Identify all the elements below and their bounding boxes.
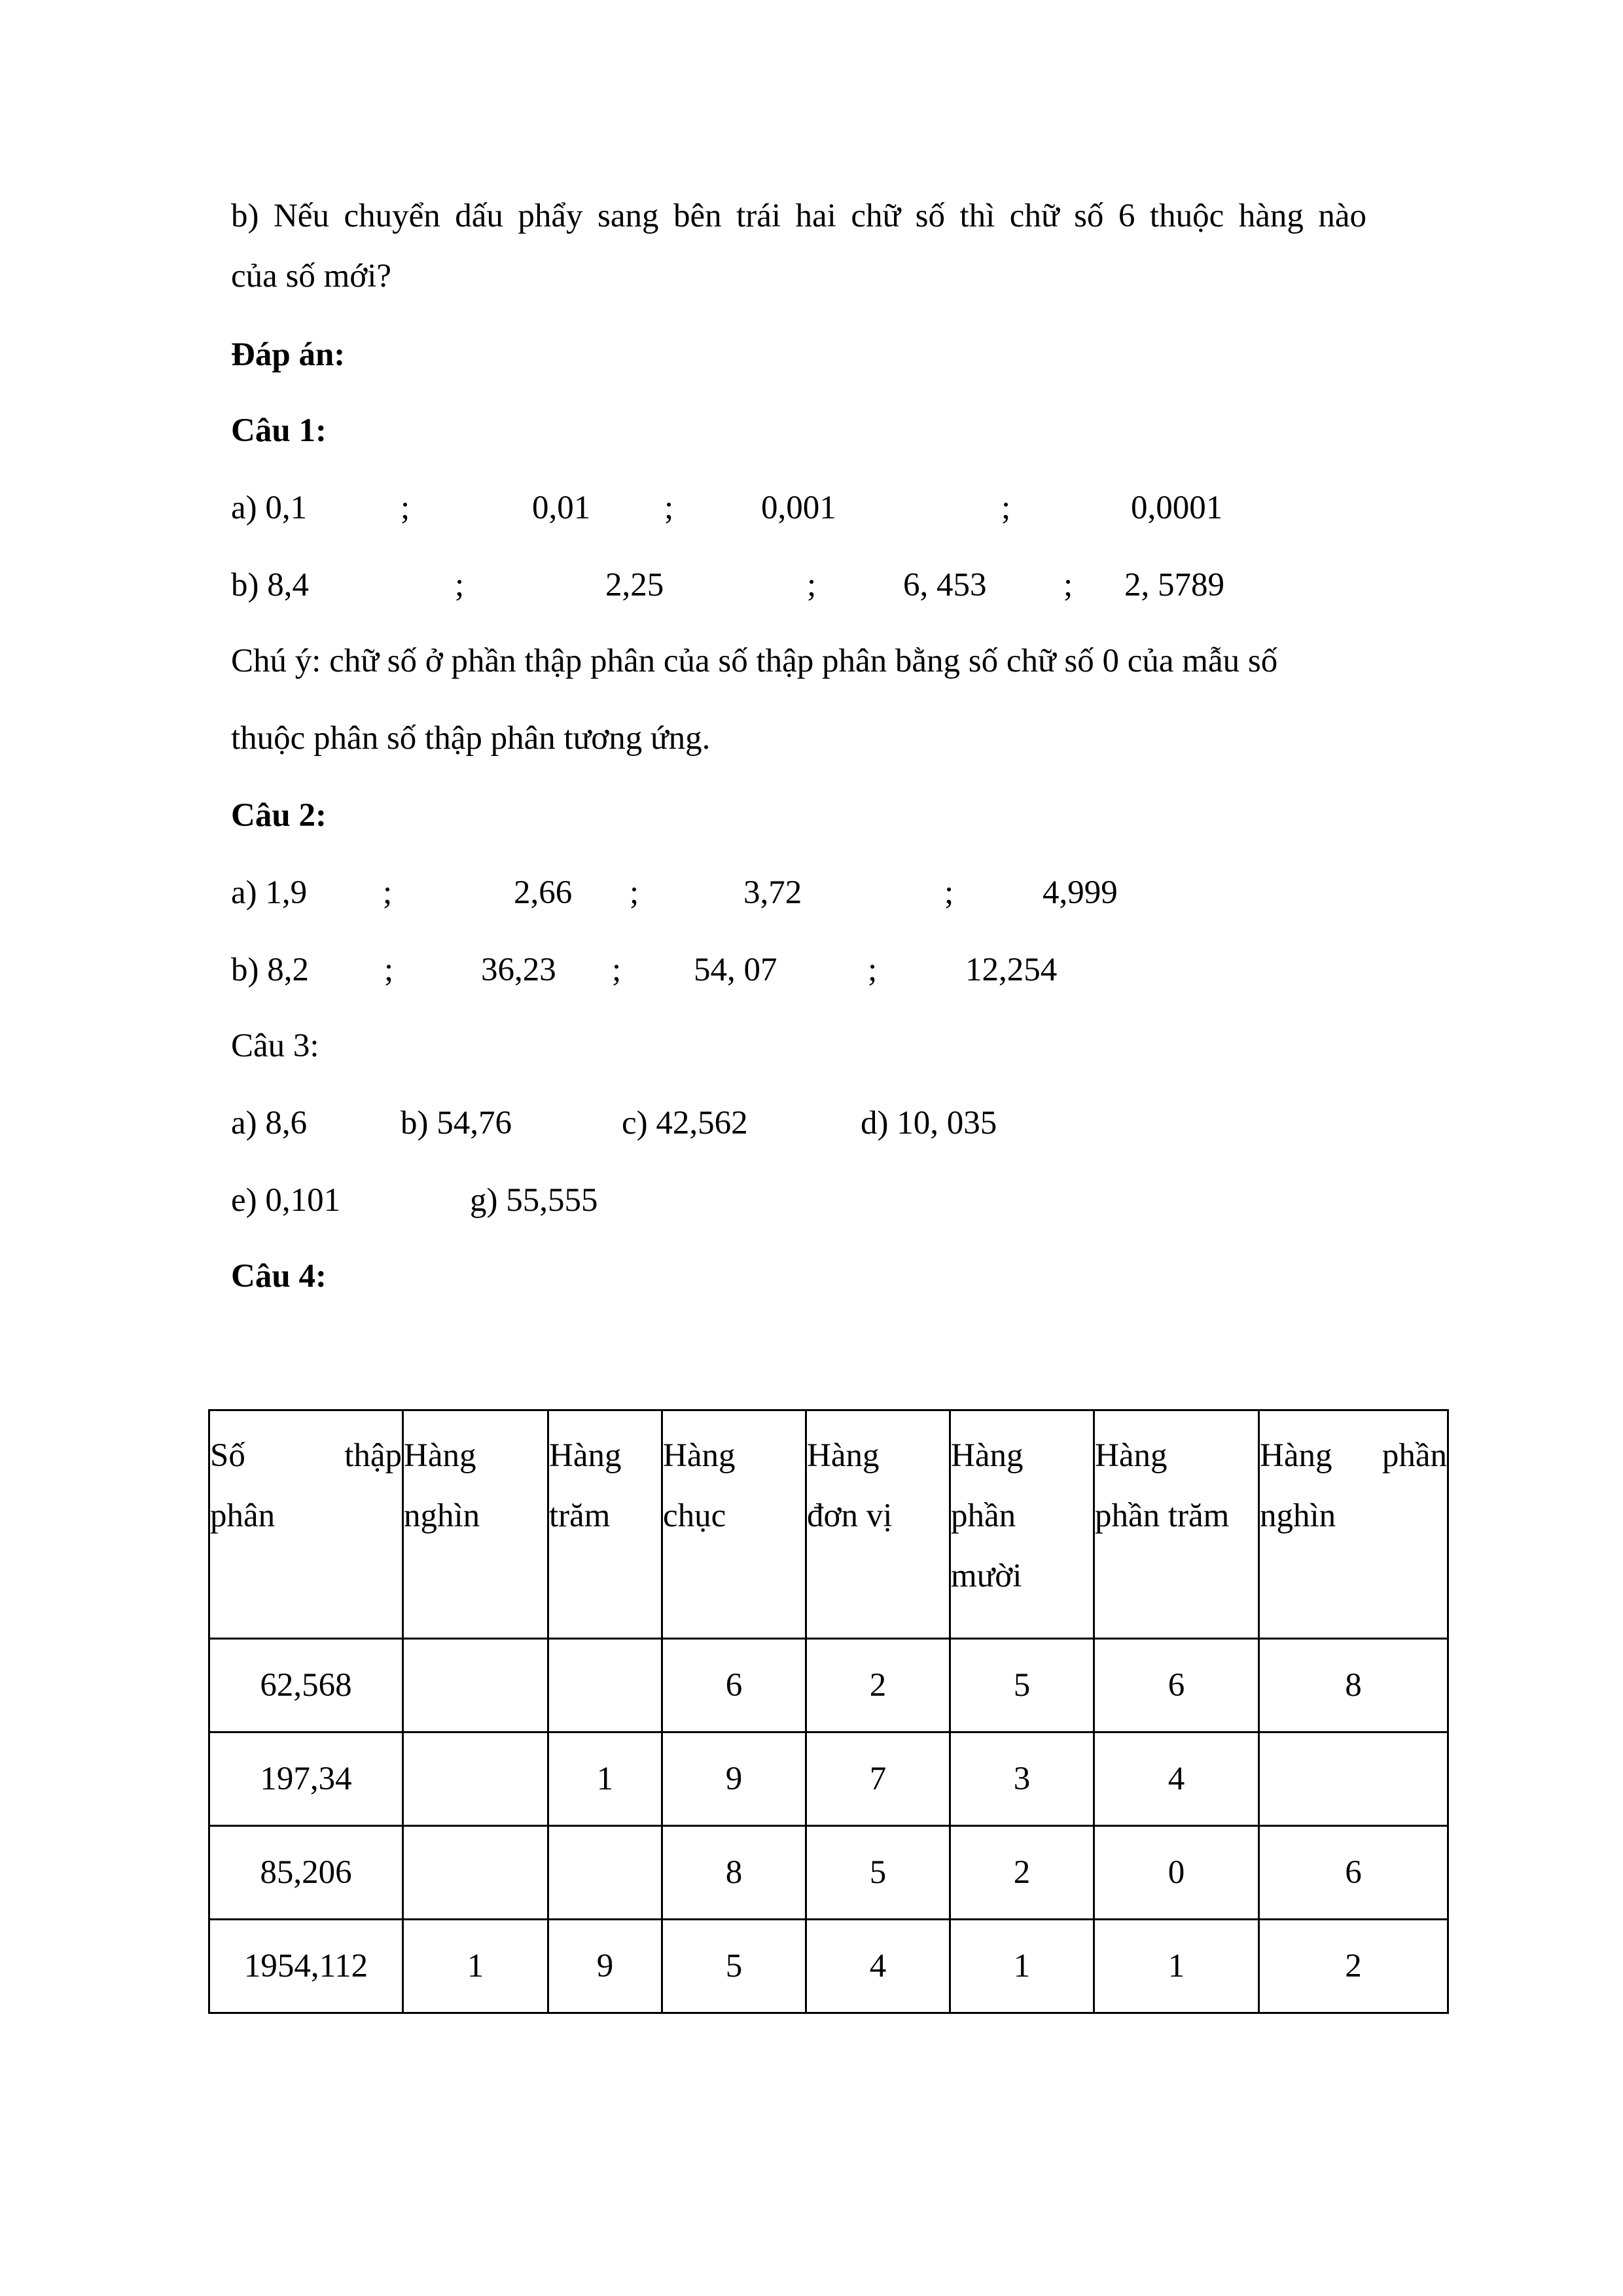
cau3-item: g) 55,555: [470, 1182, 598, 1219]
cau4-title: Câu 4:: [231, 1258, 327, 1295]
cau1-a-item: 0,01: [532, 490, 591, 526]
cau2-row-a: [0, 873, 1623, 912]
separator: ;: [807, 567, 817, 603]
table-cell: 3: [950, 1732, 1094, 1826]
header-cell-hang-nghin: [403, 1410, 548, 1639]
table-cell: 6: [1259, 1826, 1448, 1920]
table-cell: [403, 1826, 548, 1920]
table-cell: [1259, 1732, 1448, 1826]
header-cell-hang-phan-nghin: [1259, 1410, 1448, 1639]
answer-heading: Đáp án:: [231, 336, 346, 373]
table-body: [209, 1639, 1448, 2013]
cau3-item: c) 42,562: [622, 1105, 748, 1141]
table-cell: 5: [950, 1639, 1094, 1732]
header-text: Hàng: [663, 1437, 736, 1474]
table-cell: 9: [548, 1920, 662, 2013]
separator: ;: [383, 874, 393, 911]
table-cell: 5: [662, 1920, 806, 2013]
cau1-b-item: 2,25: [605, 567, 664, 603]
table-cell: 8: [662, 1826, 806, 1920]
header-text: Hàng: [951, 1437, 1024, 1474]
table-cell: 2: [1259, 1920, 1448, 2013]
separator: ;: [384, 952, 394, 988]
header-text: thập: [344, 1437, 402, 1474]
cau2-row-b: [0, 950, 1623, 990]
table-cell: 9: [662, 1732, 806, 1826]
table-cell: 6: [662, 1639, 806, 1732]
cau1-row-b: [0, 565, 1623, 605]
table-row: [209, 1732, 1448, 1826]
table-cell: 1: [548, 1732, 662, 1826]
table-cell: 7: [806, 1732, 950, 1826]
table-cell: 0: [1094, 1826, 1259, 1920]
table-cell: 4: [1094, 1732, 1259, 1826]
cau2-a-item: a) 1,9: [231, 874, 308, 911]
cau1-b-item: b) 8,4: [231, 567, 309, 603]
table-cell: [548, 1639, 662, 1732]
cau2-a-item: 4,999: [1043, 874, 1118, 911]
cau2-a-item: 2,66: [514, 874, 573, 911]
cau3-item: d) 10, 035: [861, 1105, 997, 1141]
cau3-item: a) 8,6: [231, 1105, 308, 1141]
header-text: phần trăm: [1095, 1498, 1230, 1534]
table-cell: 62,568: [209, 1639, 403, 1732]
table-cell: 1: [1094, 1920, 1259, 2013]
cau1-row-a: [0, 488, 1623, 528]
header-text: Hàng: [1260, 1437, 1332, 1474]
header-text: Hàng: [807, 1437, 880, 1474]
table-cell: 1954,112: [209, 1920, 403, 2013]
place-value-table: [208, 1409, 1449, 2014]
cau1-note-line1: Chú ý: chữ số ở phần thập phân của số thập phân bằng số chữ số 0 của mẫu số: [231, 643, 1278, 679]
header-cell-hang-chuc: [662, 1410, 806, 1639]
table-cell: 5: [806, 1826, 950, 1920]
cau1-b-item: 6, 453: [903, 567, 987, 603]
header-text: phân: [210, 1498, 276, 1534]
table-cell: [548, 1826, 662, 1920]
cau3-title: Câu 3:: [231, 1028, 319, 1064]
header-text: nghìn: [404, 1498, 480, 1534]
separator: ;: [630, 874, 639, 911]
header-text: phần: [951, 1498, 1016, 1534]
header-cell-so-thap-phan: [209, 1410, 403, 1639]
cau2-a-item: 3,72: [743, 874, 802, 911]
table-cell: [403, 1639, 548, 1732]
header-text: phần: [1382, 1437, 1447, 1474]
header-text: Số: [210, 1437, 245, 1474]
table-cell: 197,34: [209, 1732, 403, 1826]
cau2-b-item: 54, 07: [694, 952, 777, 988]
table-row: [209, 1826, 1448, 1920]
cau2-b-item: 12,254: [965, 952, 1058, 988]
question-b-line1: b) Nếu chuyển dấu phẩy sang bên trái hai chữ số thì chữ số 6 thuộc hàng nào: [231, 198, 1366, 234]
table-cell: 85,206: [209, 1826, 403, 1920]
table-cell: 8: [1259, 1639, 1448, 1732]
cau1-title: Câu 1:: [231, 412, 327, 449]
header-text: trăm: [549, 1498, 611, 1534]
header-cell-hang-tram: [548, 1410, 662, 1639]
cau1-b-item: 2, 5789: [1124, 567, 1224, 603]
table-row: [209, 1920, 1448, 2013]
header-text: chục: [663, 1498, 726, 1534]
header-text: Hàng: [404, 1437, 476, 1474]
cau1-a-item: 0,0001: [1131, 490, 1223, 526]
header-cell-hang-phan-muoi: [950, 1410, 1094, 1639]
header-text: Hàng: [1095, 1437, 1168, 1474]
table-header-row: [209, 1410, 1448, 1639]
cau2-b-item: b) 8,2: [231, 952, 309, 988]
cau1-a-item: a) 0,1: [231, 490, 308, 526]
header-text: đơn vị: [807, 1498, 893, 1534]
table-row: [209, 1639, 1448, 1732]
header-cell-hang-don-vi: [806, 1410, 950, 1639]
separator: ;: [612, 952, 622, 988]
table-cell: 4: [806, 1920, 950, 2013]
header-text: Hàng: [549, 1437, 622, 1474]
table-cell: 6: [1094, 1639, 1259, 1732]
separator: ;: [455, 567, 465, 603]
header-text: mười: [951, 1558, 1022, 1594]
cau1-a-item: 0,001: [761, 490, 836, 526]
cau2-b-item: 36,23: [481, 952, 556, 988]
separator: ;: [868, 952, 878, 988]
table-cell: 1: [950, 1920, 1094, 2013]
header-cell-hang-phan-tram: [1094, 1410, 1259, 1639]
table-cell: 2: [950, 1826, 1094, 1920]
cau2-title: Câu 2:: [231, 797, 327, 834]
cau1-note-line2: thuộc phân số thập phân tương ứng.: [231, 720, 711, 757]
separator: ;: [944, 874, 954, 911]
header-text: nghìn: [1260, 1498, 1336, 1534]
cau3-row-2: [0, 1181, 1623, 1220]
question-b-line2: của số mới?: [231, 258, 392, 295]
table-cell: 1: [403, 1920, 548, 2013]
cau3-item: e) 0,101: [231, 1182, 341, 1219]
table-cell: 2: [806, 1639, 950, 1732]
cau3-item: b) 54,76: [401, 1105, 512, 1141]
table-cell: [403, 1732, 548, 1826]
separator: ;: [1063, 567, 1073, 603]
separator: ;: [401, 490, 410, 526]
cau3-row-1: [0, 1103, 1623, 1143]
separator: ;: [1001, 490, 1011, 526]
separator: ;: [664, 490, 674, 526]
